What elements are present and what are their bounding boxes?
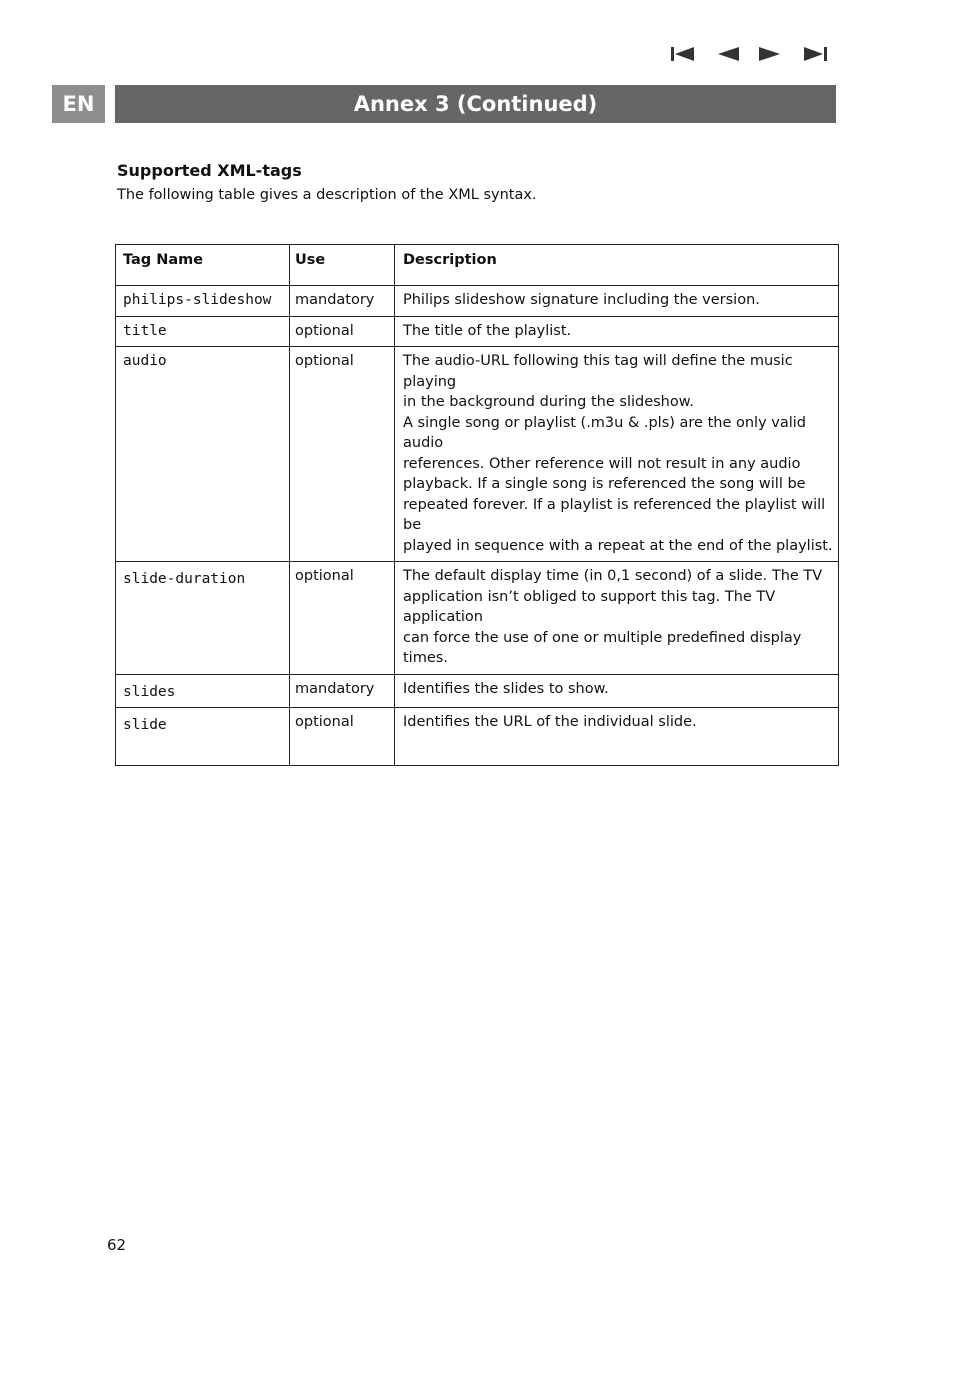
header-use: Use	[290, 245, 395, 286]
next-icon[interactable]	[756, 42, 784, 66]
tag-name-cell: audio	[116, 347, 290, 562]
description-line: The title of the playlist.	[403, 322, 572, 339]
description-line: playback. If a single song is referenced the song will be	[403, 476, 806, 492]
page-title: Annex 3 (Continued)	[115, 85, 836, 123]
tag-name-cell: title	[116, 316, 290, 347]
description-line: Identifies the slides to show.	[403, 680, 609, 697]
use-cell: optional	[290, 347, 395, 562]
use-cell: mandatory	[290, 286, 395, 317]
header-description: Description	[395, 245, 839, 286]
use-cell: optional	[290, 562, 395, 675]
language-badge: EN	[52, 85, 105, 123]
description-cell	[395, 347, 839, 562]
use-cell: optional	[290, 708, 395, 766]
page-number: 62	[107, 1236, 127, 1254]
previous-icon[interactable]	[714, 42, 742, 66]
tag-name-cell: slide-duration	[116, 562, 290, 675]
table-row	[116, 286, 839, 317]
use-cell: mandatory	[290, 674, 395, 708]
skip-to-last-icon[interactable]	[802, 42, 830, 66]
description-cell	[395, 286, 839, 317]
xml-tags-table	[115, 244, 839, 766]
description-line: in the background during the slideshow.	[403, 394, 694, 410]
table-row	[116, 708, 839, 766]
table-row	[116, 316, 839, 347]
description-cell	[395, 316, 839, 347]
description-cell	[395, 674, 839, 708]
skip-to-first-icon[interactable]	[668, 42, 696, 66]
table-row	[116, 562, 839, 675]
description-line: repeated forever. If a playlist is referenced the playlist will be	[403, 496, 826, 533]
section-heading: Supported XML-tags	[117, 161, 302, 180]
section-intro: The following table gives a description of the XML syntax.	[117, 187, 537, 203]
description-line: references. Other reference will not result in any audio	[403, 455, 801, 472]
description-line: The audio-URL following this tag will define the music playing	[403, 353, 793, 390]
tag-name-cell: slides	[116, 674, 290, 708]
description-line: The default display time (in 0,1 second) of a slide. The TV	[403, 568, 823, 584]
header-tag-name: Tag Name	[116, 245, 290, 286]
description-line: can force the use of one or multiple predefined display times.	[403, 629, 802, 666]
page-navigation	[668, 42, 832, 66]
use-cell: optional	[290, 316, 395, 347]
description-line: played in sequence with a repeat at the end of the playlist.	[403, 537, 833, 554]
tag-name-cell: slide	[116, 708, 290, 766]
table-header-row	[116, 245, 839, 286]
tag-name-cell: philips-slideshow	[116, 286, 290, 317]
description-line: A single song or playlist (.m3u & .pls) are the only valid audio	[403, 414, 807, 451]
table-row	[116, 674, 839, 708]
table-row	[116, 347, 839, 562]
description-line: Identifies the URL of the individual slide.	[403, 714, 697, 730]
description-cell	[395, 562, 839, 675]
description-line: application isn’t obliged to support this tag. The TV application	[403, 588, 776, 625]
description-cell	[395, 708, 839, 766]
description-line: Philips slideshow signature including the version.	[403, 292, 760, 308]
